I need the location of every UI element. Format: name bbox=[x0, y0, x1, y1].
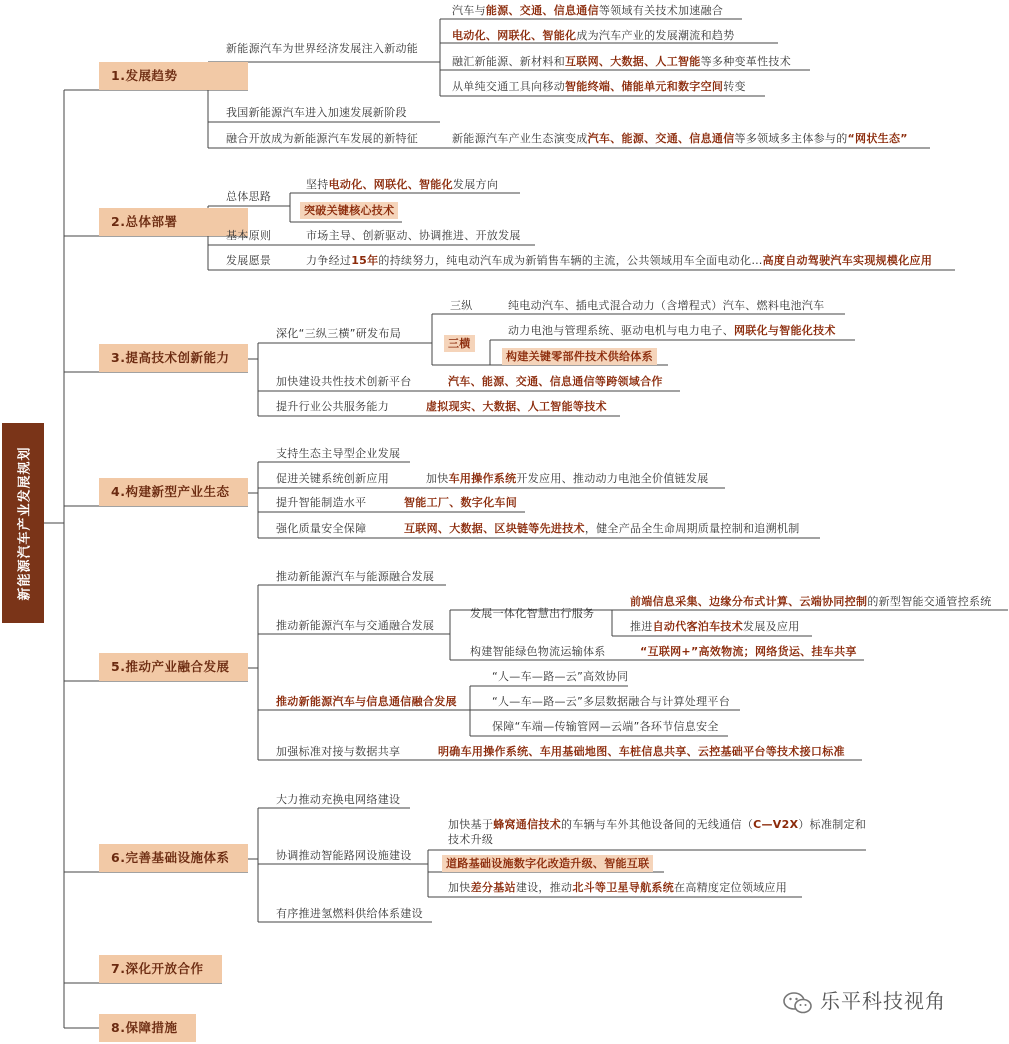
text-emphasis: 汽车、能源、交通、信息通信 bbox=[587, 132, 735, 145]
s1-sub1-item bbox=[452, 54, 791, 69]
s6-sub2: 协调推动智能路网设施建设 bbox=[276, 849, 412, 862]
text-plain: 坚持 bbox=[306, 178, 329, 191]
s3-sanheng-highlight: 构建关键零部件技术供给体系 bbox=[502, 348, 657, 365]
category-infrastructure[interactable]: 6.完善基础设施体系 bbox=[99, 844, 248, 872]
s2-sub2-item: 市场主导、创新驱动、协调推进、开放发展 bbox=[306, 229, 521, 242]
text-emphasis: 能源、交通、信息通信 bbox=[485, 4, 599, 17]
text-plain: 成为汽车产业的发展潮流和趋势 bbox=[576, 29, 735, 42]
s2-sub3-item bbox=[306, 253, 932, 268]
text-plain: 新能源汽车产业生态演变成 bbox=[452, 132, 588, 145]
text-emphasis: 电动化、网联化、智能化 bbox=[328, 178, 453, 191]
s5-sub3-3: 保障“车端—传输管网—云端”各环节信息安全 bbox=[492, 720, 719, 733]
text-emphasis: 前端信息采集、边缘分布式计算、云端协同控制 bbox=[630, 595, 868, 608]
s5-sub2-b1: “互联网+”高效物流；网络货运、挂车共享 bbox=[640, 645, 857, 658]
s2-sub1-highlight: 突破关键核心技术 bbox=[300, 202, 398, 219]
s3-sub2: 加快建设共性技术创新平台 bbox=[276, 375, 412, 388]
text-plain: 的车辆与车外其他设备间的无线通信（ bbox=[561, 818, 754, 831]
s6-sub1: 大力推动充换电网络建设 bbox=[276, 793, 401, 806]
s1-sub1: 新能源汽车为世界经济发展注入新动能 bbox=[226, 42, 419, 55]
s6-sub2-3 bbox=[448, 880, 787, 895]
s4-sub2-item bbox=[426, 471, 709, 486]
category-overall-deployment[interactable]: 2.总体部署 bbox=[99, 208, 248, 236]
s5-sub2: 推动新能源汽车与交通融合发展 bbox=[276, 619, 435, 632]
category-tech-innovation[interactable]: 3.提高技术创新能力 bbox=[99, 344, 248, 372]
s3-sanzong-item: 纯电动汽车、插电式混合动力（含增程式）汽车、燃料电池汽车 bbox=[508, 299, 825, 312]
s5-sub4: 加强标准对接与数据共享 bbox=[276, 745, 401, 758]
text-plain: 从单纯交通工具向移动 bbox=[452, 80, 565, 93]
text-plain: 的持续努力，纯电动汽车成为新销售车辆的主流，公共领域用车全面电动化… bbox=[378, 254, 763, 267]
watermark bbox=[782, 985, 946, 1016]
text-plain: 发展及应用 bbox=[743, 620, 800, 633]
text-emphasis: “网状生态” bbox=[847, 132, 908, 145]
text-emphasis: 智能终端、储能单元和数字空间 bbox=[565, 80, 724, 93]
s1-sub2: 我国新能源汽车进入加速发展新阶段 bbox=[226, 106, 407, 119]
text-emphasis: 车用操作系统 bbox=[448, 472, 517, 485]
text-plain: 等领域有关技术加速融合 bbox=[598, 4, 724, 17]
text-emphasis: 北斗等卫星导航系统 bbox=[572, 881, 675, 894]
s1-sub3-item bbox=[452, 131, 908, 146]
s5-sub2-a1 bbox=[630, 594, 992, 609]
s5-sub2-a: 发展一体化智慧出行服务 bbox=[470, 607, 595, 620]
s4-sub1: 支持生态主导型企业发展 bbox=[276, 447, 401, 460]
s1-sub1-item bbox=[452, 3, 723, 18]
text-plain: 动力电池与管理系统、驱动电机与电力电子、 bbox=[508, 324, 734, 337]
text-plain: 发展方向 bbox=[452, 178, 499, 191]
s1-sub3: 融合开放成为新能源汽车发展的新特征 bbox=[226, 132, 419, 145]
watermark-text: 乐平科技视角 bbox=[820, 989, 946, 1013]
text-plain: 汽车与 bbox=[452, 4, 486, 17]
category-open-cooperation[interactable]: 7.深化开放合作 bbox=[99, 955, 222, 983]
text-plain: 在高精度定位领域应用 bbox=[674, 881, 788, 894]
s3-sub1: 深化“三纵三横”研发布局 bbox=[276, 327, 401, 340]
s3-sub2-item: 汽车、能源、交通、信息通信等跨领域合作 bbox=[448, 375, 663, 388]
root-topic bbox=[2, 423, 44, 623]
text-plain: 力争经过 bbox=[306, 254, 352, 267]
text-emphasis: 蜂窝通信技术 bbox=[493, 818, 562, 831]
text-plain: ，健全产品全生命周期质量控制和追溯机制 bbox=[584, 522, 800, 535]
s5-sub3: 推动新能源汽车与信息通信融合发展 bbox=[276, 695, 457, 708]
s3-sub3-item: 虚拟现实、大数据、人工智能等技术 bbox=[426, 400, 607, 413]
text-emphasis: 互联网、大数据、人工智能 bbox=[565, 55, 701, 68]
s1-sub1-item bbox=[452, 28, 735, 43]
text-plain: 开发应用、推动动力电池全价值链发展 bbox=[516, 472, 709, 485]
text-plain: 建设，推动 bbox=[515, 881, 573, 894]
text-plain: 等多种变革性技术 bbox=[700, 55, 792, 68]
s5-sub1: 推动新能源汽车与能源融合发展 bbox=[276, 570, 435, 583]
text-plain: 等多领域多主体参与的 bbox=[734, 132, 848, 145]
category-industry-ecosystem[interactable]: 4.构建新型产业生态 bbox=[99, 478, 248, 506]
text-plain: 转变 bbox=[723, 80, 746, 93]
s3-sub3: 提升行业公共服务能力 bbox=[276, 400, 389, 413]
s4-sub3-item: 智能工厂、数字化车间 bbox=[404, 496, 517, 509]
text-emphasis: 差分基站 bbox=[470, 881, 516, 894]
category-safeguards[interactable]: 8.保障措施 bbox=[99, 1014, 196, 1042]
s2-sub1-item bbox=[306, 177, 498, 192]
s2-sub3: 发展愿景 bbox=[226, 254, 272, 267]
s3-sanheng-item bbox=[508, 323, 836, 338]
text-emphasis: 电动化、网联化、智能化 bbox=[452, 29, 577, 42]
text-plain: 加快 bbox=[448, 881, 471, 894]
text-plain: 的新型智能交通管控系统 bbox=[867, 595, 992, 608]
text-plain: 加快基于 bbox=[448, 818, 494, 831]
s5-sub3-2: “人—车—路—云”多层数据融合与计算处理平台 bbox=[492, 695, 730, 708]
s4-sub3: 提升智能制造水平 bbox=[276, 496, 367, 509]
text-plain: ）标准制定和技术升级 bbox=[448, 818, 867, 846]
s6-sub3: 有序推进氢燃料供给体系建设 bbox=[276, 907, 423, 920]
s5-sub2-b: 构建智能绿色物流运输体系 bbox=[470, 645, 606, 658]
s1-sub1-item bbox=[452, 79, 746, 94]
root-label: 新能源汽车产业发展规划 bbox=[17, 445, 33, 601]
text-emphasis: 网联化与智能化技术 bbox=[734, 324, 836, 337]
wechat-icon bbox=[782, 990, 814, 1016]
text-plain: 推进 bbox=[630, 620, 653, 633]
text-plain: 融汇新能源、新材料和 bbox=[452, 55, 565, 68]
text-emphasis: 自动代客泊车技术 bbox=[652, 620, 744, 633]
s5-sub2-a2 bbox=[630, 619, 800, 634]
s2-sub2: 基本原则 bbox=[226, 229, 272, 242]
s6-sub2-1 bbox=[448, 817, 868, 847]
text-emphasis: 互联网、大数据、区块链等先进技术 bbox=[404, 522, 585, 535]
s4-sub4-item bbox=[404, 521, 800, 536]
category-industry-fusion[interactable]: 5.推动产业融合发展 bbox=[99, 653, 248, 681]
s5-sub3-1: “人—车—路—云”高效协同 bbox=[492, 670, 629, 683]
text-emphasis: C—V2X bbox=[753, 818, 799, 831]
s6-sub2-2: 道路基础设施数字化改造升级、智能互联 bbox=[442, 855, 653, 872]
s5-sub4-item: 明确车用操作系统、车用基础地图、车桩信息共享、云控基础平台等技术接口标准 bbox=[438, 745, 845, 758]
text-plain: 加快 bbox=[426, 472, 449, 485]
s4-sub2: 促进关键系统创新应用 bbox=[276, 472, 389, 485]
s4-sub4: 强化质量安全保障 bbox=[276, 522, 367, 535]
text-emphasis: 15年 bbox=[351, 254, 379, 267]
s2-sub1: 总体思路 bbox=[226, 190, 272, 203]
text-emphasis: 高度自动驾驶汽车实现规模化应用 bbox=[762, 254, 933, 267]
s3-sanheng: 三横 bbox=[444, 335, 475, 352]
s3-sanzong: 三纵 bbox=[450, 299, 473, 312]
category-development-trend[interactable]: 1.发展趋势 bbox=[99, 62, 248, 90]
